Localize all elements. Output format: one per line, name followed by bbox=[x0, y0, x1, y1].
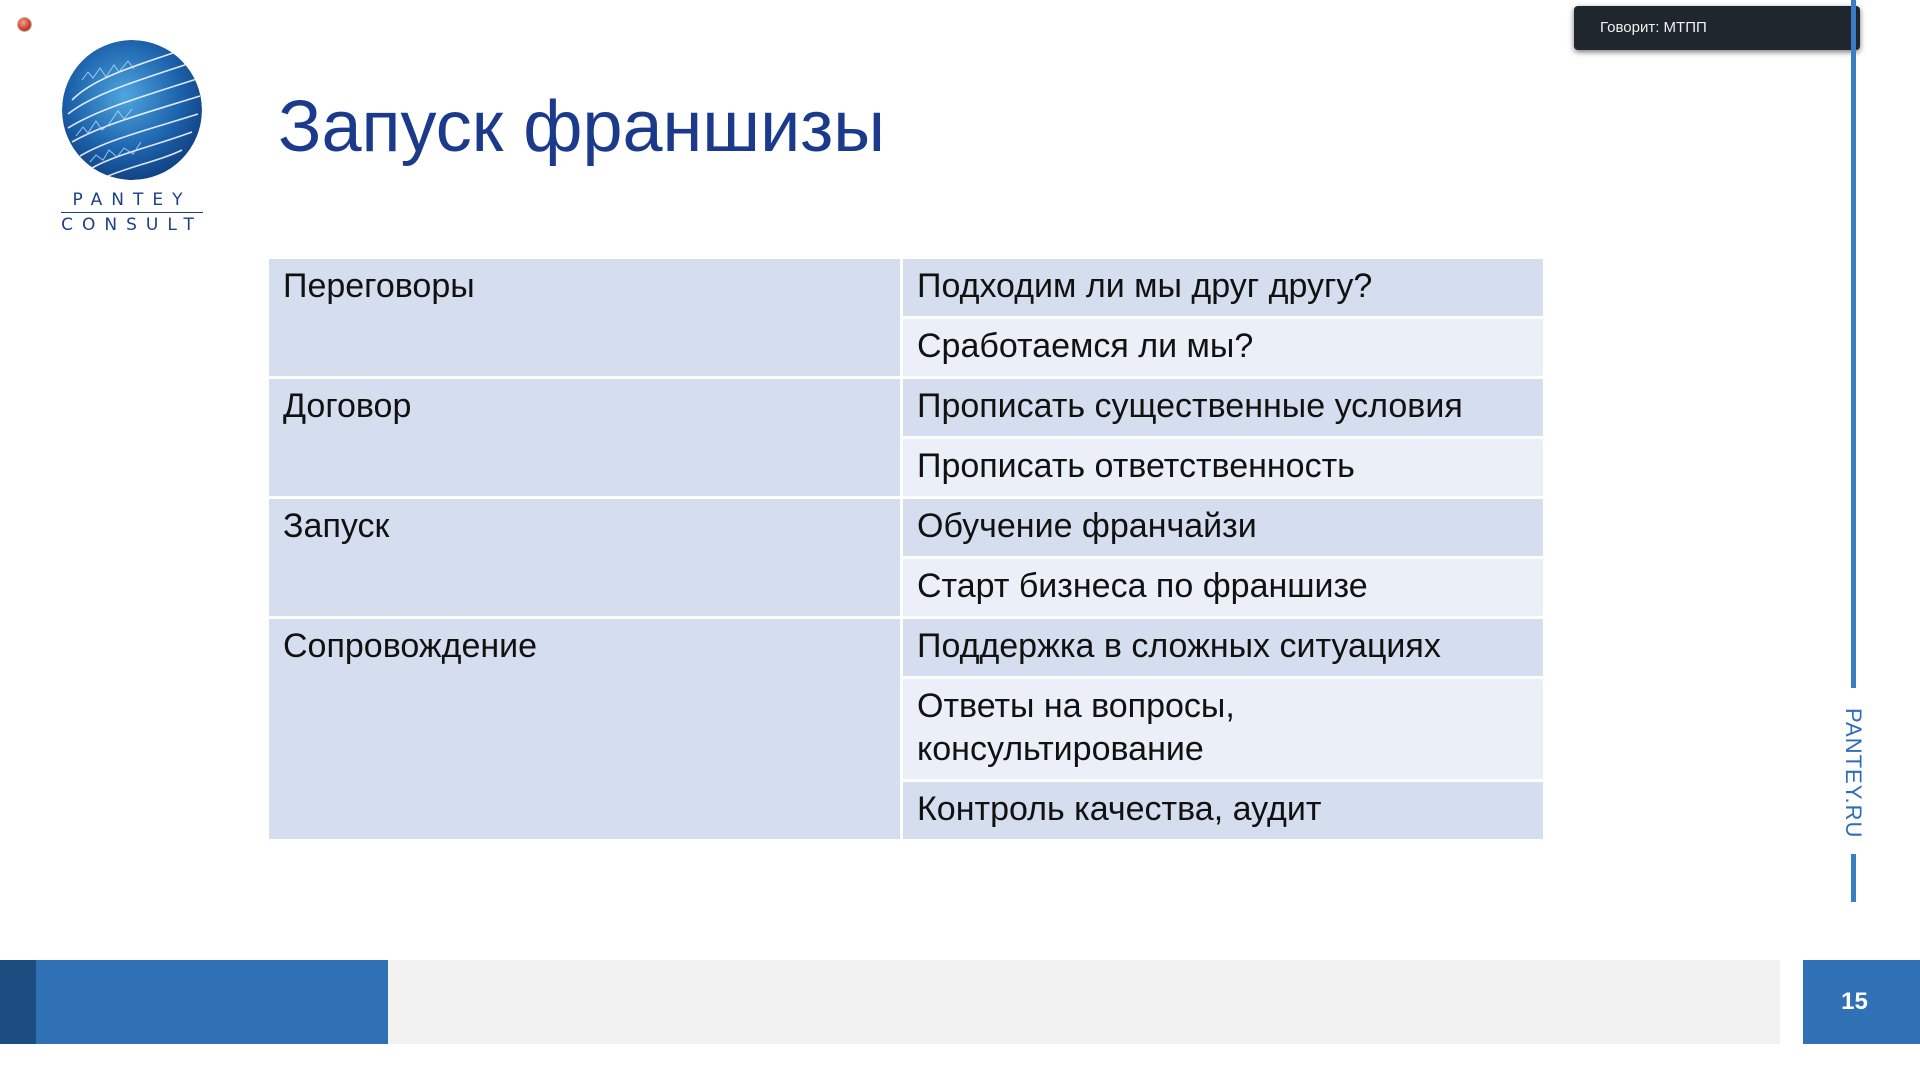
table-row bbox=[268, 618, 1545, 678]
stage-cell: Договор bbox=[268, 378, 902, 498]
task-cell: Прописать существенные условия bbox=[902, 378, 1545, 438]
logo-text-pantey: PANTEY bbox=[72, 190, 192, 210]
pantey-consult-logo bbox=[58, 40, 206, 235]
recording-indicator-icon bbox=[18, 18, 31, 31]
task-cell: Поддержка в сложных ситуациях bbox=[902, 618, 1545, 678]
website-vertical-text: PANTEY.RU bbox=[1841, 708, 1866, 839]
task-cell: Контроль качества, аудит bbox=[902, 781, 1545, 841]
active-speaker-label: Говорит: МТПП bbox=[1574, 6, 1860, 50]
footer-bar bbox=[388, 960, 1780, 1044]
page-number: 15 bbox=[1803, 960, 1920, 1044]
task-cell: Ответы на вопросы, консультирование bbox=[902, 678, 1545, 781]
slide-title: Запуск франшизы bbox=[278, 87, 886, 167]
task-cell: Подходим ли мы друг другу? bbox=[902, 258, 1545, 318]
franchise-launch-table bbox=[266, 256, 1546, 842]
task-cell: Обучение франчайзи bbox=[902, 498, 1545, 558]
logo-text-consult: CONSULT bbox=[61, 212, 203, 235]
globe-icon bbox=[62, 40, 202, 180]
task-cell: Прописать ответственность bbox=[902, 438, 1545, 498]
stage-cell: Сопровождение bbox=[268, 618, 902, 841]
stage-cell: Запуск bbox=[268, 498, 902, 618]
side-divider-bottom bbox=[1851, 854, 1856, 902]
table-row bbox=[268, 258, 1545, 318]
table-row bbox=[268, 498, 1545, 558]
side-divider-top bbox=[1851, 0, 1856, 688]
footer-dark-block bbox=[0, 960, 36, 1044]
stage-cell: Переговоры bbox=[268, 258, 902, 378]
footer-blue-block bbox=[36, 960, 388, 1044]
task-cell: Старт бизнеса по франшизе bbox=[902, 558, 1545, 618]
globe-graphic bbox=[62, 40, 202, 180]
table-row bbox=[268, 378, 1545, 438]
task-cell: Сработаемся ли мы? bbox=[902, 318, 1545, 378]
